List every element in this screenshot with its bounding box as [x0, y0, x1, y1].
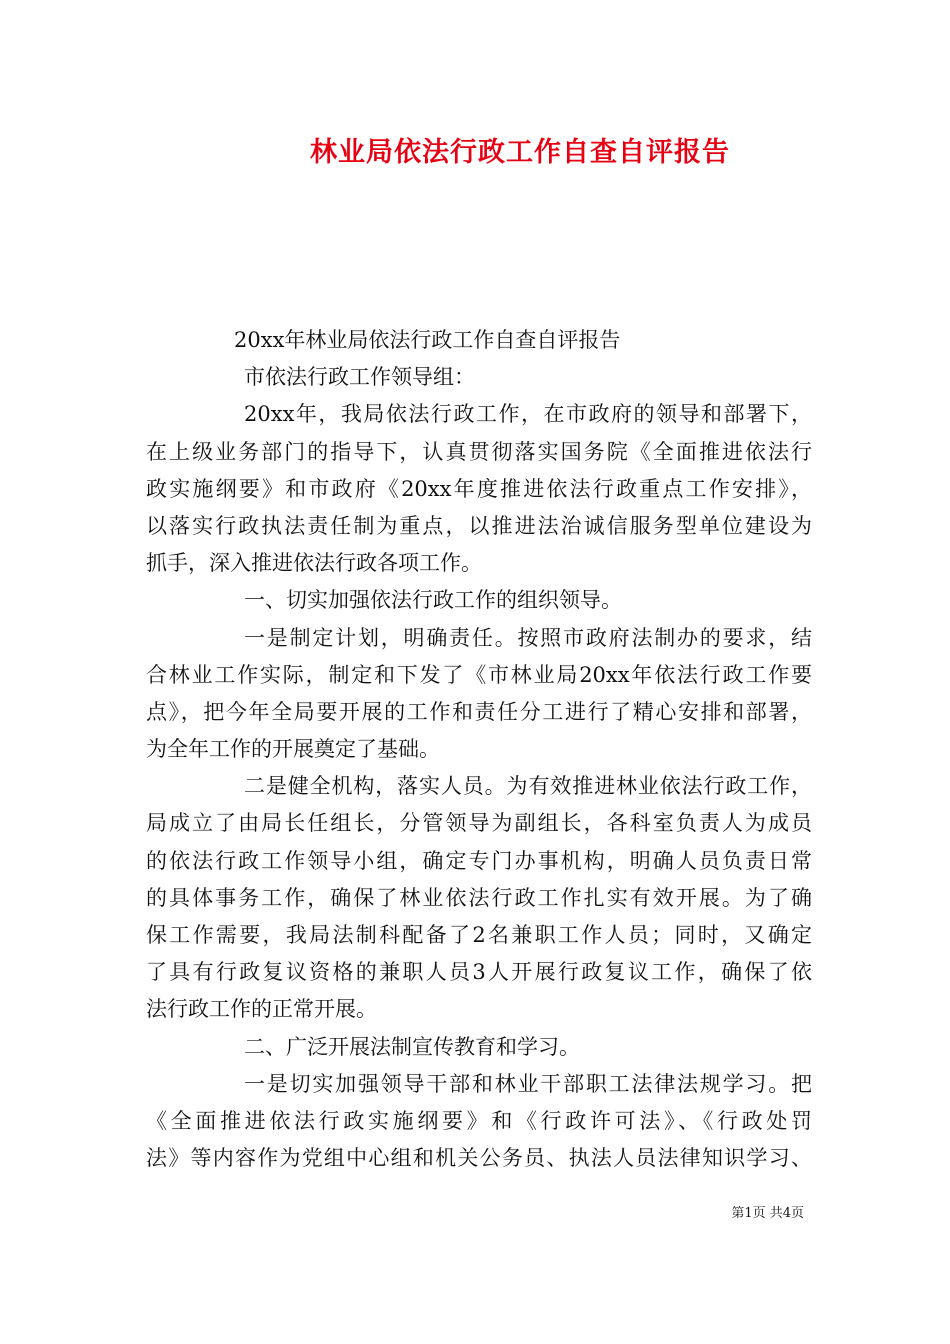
salutation: 市依法行政工作领导组： — [244, 365, 475, 390]
paragraph-line: 点》，把今年全局要开展的工作和责任分工进行了精心安排和部署， — [146, 699, 812, 724]
paragraph-line: 一是切实加强领导干部和林业干部职工法律法规学习。把 — [244, 1071, 812, 1096]
paragraph-line: 20xx年，我局依法行政工作，在市政府的领导和部署下， — [244, 402, 812, 427]
paragraph-line: 法行政工作的正常开展。 — [146, 997, 377, 1022]
paragraph-line: 以落实行政执法责任制为重点，以推进法治诚信服务型单位建设为 — [146, 513, 812, 538]
paragraph-line: 为全年工作的开展奠定了基础。 — [146, 737, 440, 762]
paragraph-line: 抓手，深入推进依法行政各项工作。 — [146, 551, 482, 576]
paragraph-line: 保工作需要，我局法制科配备了2名兼职工作人员；同时，又确定 — [146, 923, 812, 947]
paragraph-line: 政实施纲要》和市政府《20xx年度推进依法行政重点工作安排》， — [146, 476, 812, 501]
document-body — [146, 322, 812, 1177]
paragraph-line: 《全面推进依法行政实施纲要》和《行政许可法》、《行政处罚 — [146, 1108, 812, 1133]
paragraph-line: 法》等内容作为党组中心组和机关公务员、执法人员法律知识学习、 — [146, 1146, 812, 1171]
paragraph-line: 了具有行政复议资格的兼职人员3人开展行政复议工作，确保了依 — [146, 960, 812, 985]
section-heading: 一、切实加强依法行政工作的组织领导。 — [244, 588, 622, 613]
paragraph-line: 一是制定计划，明确责任。按照市政府法制办的要求，结 — [244, 625, 812, 650]
section-heading: 二、广泛开展法制宣传教育和学习。 — [244, 1034, 580, 1059]
paragraph-line: 合林业工作实际，制定和下发了《市林业局20xx年依法行政工作要 — [146, 662, 812, 687]
paragraph-line: 在上级业务部门的指导下，认真贯彻落实国务院《全面推进依法行 — [146, 439, 812, 464]
document-title: 林业局依法行政工作自查自评报告 — [310, 137, 730, 168]
paragraph-line: 二是健全机构，落实人员。为有效推进林业依法行政工作， — [244, 774, 812, 799]
page-number: 第1页 共4页 — [731, 1206, 804, 1221]
paragraph-line: 的依法行政工作领导小组，确定专门办事机构，明确人员负责日常 — [146, 848, 812, 873]
paragraph-line: 局成立了由局长任组长，分管领导为副组长，各科室负责人为成员 — [146, 811, 812, 836]
paragraph-line: 的具体事务工作，确保了林业依法行政工作扎实有效开展。为了确 — [146, 885, 812, 910]
report-subtitle: 20xx年林业局依法行政工作自查自评报告 — [234, 328, 621, 352]
